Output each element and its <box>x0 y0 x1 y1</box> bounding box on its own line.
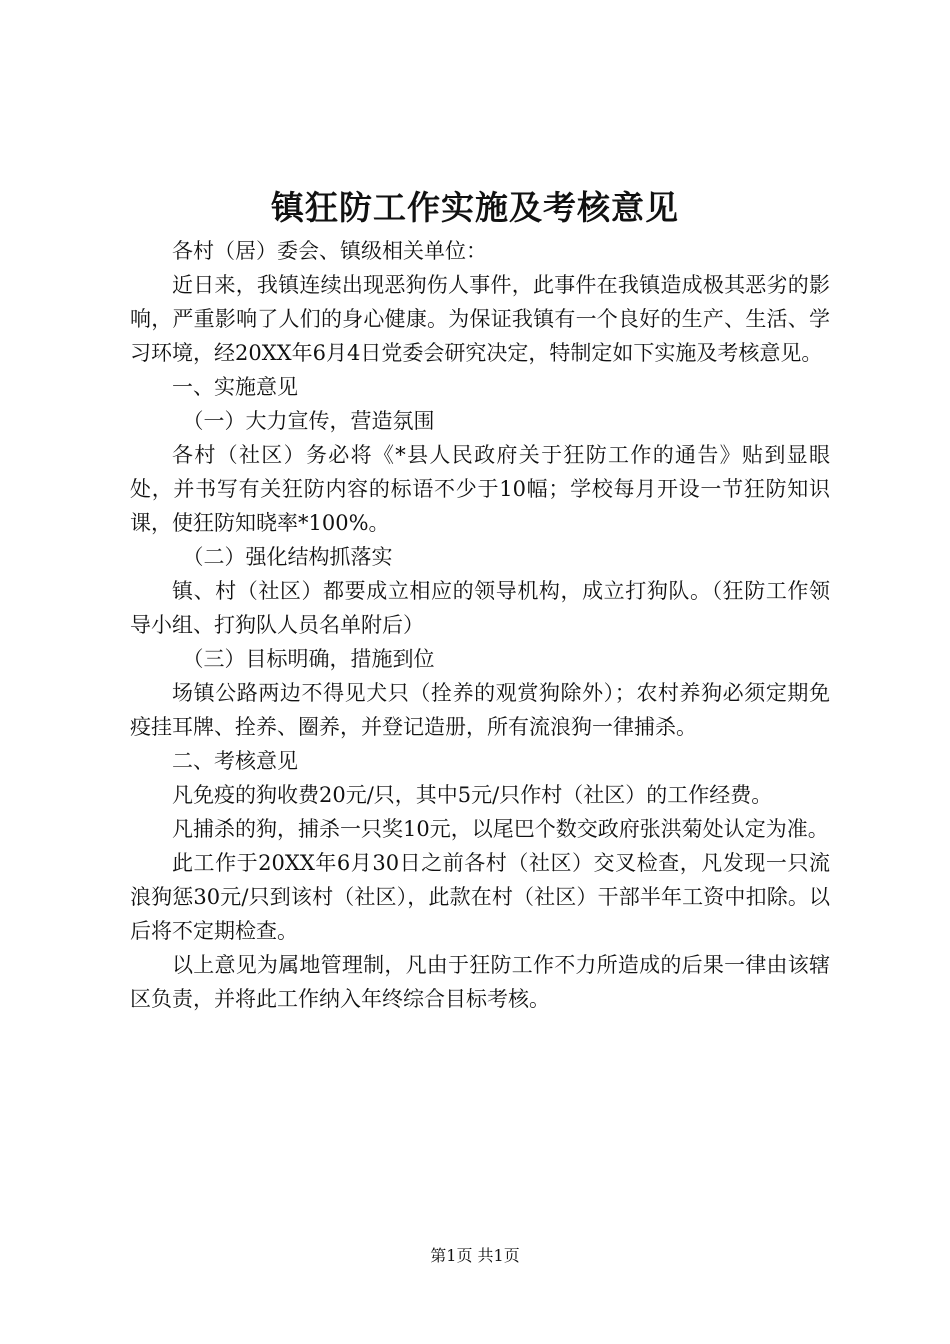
subheading-publicity: （一）大力宣传，营造氛围 <box>182 409 435 433</box>
paragraph-inspection: 此工作于20XX年6月30日之前各村（社区）交叉检查，凡发现一只流浪狗惩30元/只到该村（社区），此款在村（社区）干部半年工资中扣除。以后将不定期检查。 <box>130 851 830 943</box>
subheading-structure: （二）强化结构抓落实 <box>182 545 393 569</box>
paragraph-fees: 凡免疫的狗收费20元/只，其中5元/只作村（社区）的工作经费。 <box>172 783 773 807</box>
paragraph-reward: 凡捕杀的狗，捕杀一只奖10元，以尾巴个数交政府张洪菊处认定为准。 <box>172 817 829 841</box>
subheading-targets: （三）目标明确，措施到位 <box>182 647 435 671</box>
document-body <box>130 234 830 1016</box>
page-footer: 第1页 共1页 <box>430 1246 520 1265</box>
paragraph-targets: 场镇公路两边不得见犬只（拴养的观赏狗除外）；农村养狗必须定期免疫挂耳牌、拴养、圈养，并登记造册，所有流浪狗一律捕杀。 <box>130 681 830 739</box>
paragraph-structure: 镇、村（社区）都要成立相应的领导机构，成立打狗队。（狂防工作领导小组、打狗队人员名单附后） <box>130 579 830 637</box>
intro-paragraph: 近日来，我镇连续出现恶狗伤人事件，此事件在我镇造成极其恶劣的影响，严重影响了人们的身心健康。为保证我镇有一个良好的生产、生活、学习环境，经20XX年6月4日党委会研究决定，特制定如下实施及考核意见。 <box>130 273 830 365</box>
section-heading-implementation: 一、实施意见 <box>172 375 298 399</box>
paragraph-responsibility: 以上意见为属地管理制，凡由于狂防工作不力所造成的后果一律由该辖区负责，并将此工作纳入年终综合目标考核。 <box>130 953 830 1011</box>
paragraph-publicity: 各村（社区）务必将《*县人民政府关于狂防工作的通告》贴到显眼处，并书写有关狂防内容的标语不少于10幅；学校每月开设一节狂防知识课，使狂防知晓率*100%。 <box>130 443 830 535</box>
section-heading-assessment: 二、考核意见 <box>172 749 298 773</box>
salutation: 各村（居）委会、镇级相关单位： <box>172 239 487 263</box>
document-title: 镇狂防工作实施及考核意见 <box>271 188 679 227</box>
